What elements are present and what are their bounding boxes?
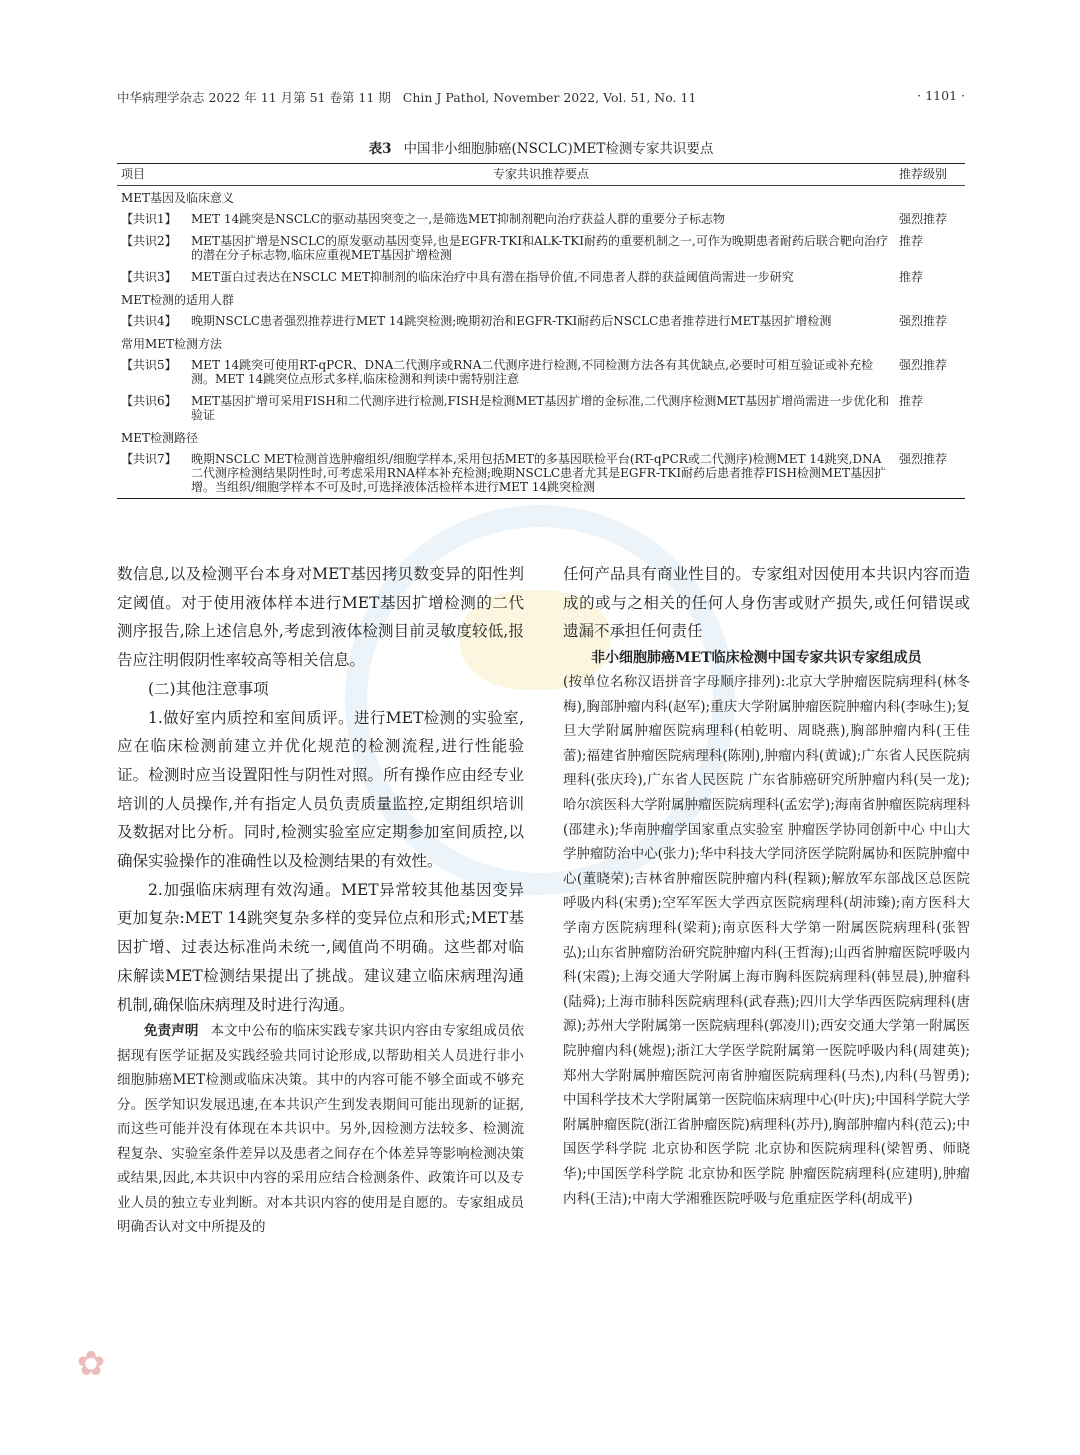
page-number: · 1101 · (917, 88, 965, 103)
row-text: 晚期NSCLC患者强烈推荐进行MET 14跳突检测;晚期初治和EGFR-TKI耐药后NSCLC患者推荐进行MET基因扩增检测 (191, 314, 832, 328)
subheading: (二)其他注意事项 (148, 679, 269, 698)
section-row (117, 332, 965, 354)
table-row (117, 208, 965, 230)
table-caption (117, 137, 965, 157)
right-column (563, 560, 970, 1211)
body-paragraph: 2.加强临床病理有效沟通。MET异常较其他基因变异更加复杂:MET 14跳突复杂多样的变异位点和形式;MET基因扩增、过表达标准尚未统一,阈值尚不明确。这些都对临床解读MET检测结果提出了挑战。建议建立临床病理沟通机制,确保临床病理及时进行沟通。 (117, 880, 524, 1014)
section-row (117, 288, 965, 310)
section-title: 常用MET检测方法 (121, 337, 223, 351)
body-paragraph: 任何产品具有商业性目的。专家组对因使用本共识内容而造成的或与之相关的任何人身伤害或财产损失,或任何错误或遗漏不承担任何责任 (563, 565, 970, 641)
section-title: MET检测路径 (121, 431, 199, 445)
row-text: MET基因扩增是NSCLC的原发驱动基因变异,也是EGFR-TKI和ALK-TKI耐药的重要机制之一,可作为晚期患者耐药后联合靶向治疗的潜在分子标志物,临床应重视MET基因扩增检测 (191, 234, 888, 262)
journal-citation (117, 88, 696, 106)
section-title: MET检测的适用人群 (121, 293, 235, 307)
table-row (117, 310, 965, 332)
left-column (117, 560, 524, 1240)
row-item: 【共识4】 (121, 314, 177, 328)
row-item: 【共识6】 (121, 394, 177, 408)
journal-name-cn: 中华病理学杂志 2022 年 11 月第 51 卷第 11 期 (117, 90, 391, 105)
members-list: (按单位名称汉语拼音字母顺序排列):北京大学肿瘤医院病理科(林冬梅),胸部肿瘤内科(赵军);重庆大学附属肿瘤医院肿瘤内科(李咏生);复旦大学附属肿瘤医院病理科(柏乾明、周晓燕),胸部肿瘤内科(王佳蕾);福建省肿瘤医院病理科(陈刚),肿瘤内科(黄诚);广东省人民医院病理科(张庆玲),广东省人民医院 广东省肺癌研究所肿瘤内科(吴一龙);哈尔滨医科大学附属肿瘤医院病理科(孟宏学);海南省肿瘤医院病理科(邵建永);华南肿瘤学国家重点实验室 肿瘤医学协同创新中心 中山大学肿瘤防治中心(张力);华中科技大学同济医学院附属协和医院肿瘤中心(董晓荣);吉林省肿瘤医院肿瘤内科(程颖);解放军东部战区总医院呼吸内科(宋勇);空军军医大学西京医院病理科(胡沛臻);南方医科大学南方医院病理科(梁莉);南京医科大学第一附属医院病理科(张智弘);山东省肿瘤防治研究院肿瘤内科(王哲海);山西省肿瘤医院呼吸内科(宋霞);上海交通大学附属上海市胸科医院病理科(韩昱晨),肿瘤科(陆舜);上海市肺科医院病理科(武春燕);四川大学华西医院病理科(唐源);苏州大学附属第一医院病理科(郭凌川);西安交通大学第一附属医院肿瘤内科(姚煜);浙江大学医学院附属第一医院呼吸内科(周建英);郑州大学附属肿瘤医院河南省肿瘤医院病理科(马杰),内科(马智勇);中国科学技术大学附属第一医院临床病理中心(叶庆);中国科学院大学附属肿瘤医院(浙江省肿瘤医院)病理科(苏丹),胸部肿瘤内科(范云);中国医学科学院 北京协和医学院 北京协和医院病理科(梁智勇、师晓华);中国医学科学院 北京协和医学院 肿瘤医院病理科(应建明),肿瘤内科(王洁);中南大学湘雅医院呼吸与危重症医学科(胡成平) (563, 674, 970, 1207)
body-paragraph: 数信息,以及检测平台本身对MET基因拷贝数变异的阳性判定阈值。对于使用液体样本进行MET基因扩增检测的二代测序报告,除上述信息外,考虑到液体检测目前灵敏度较低,报告应注明假阴性率较高等相关信息。 (117, 565, 524, 670)
row-item: 【共识1】 (121, 212, 177, 226)
row-level: 推荐 (899, 234, 924, 248)
row-level: 强烈推荐 (899, 452, 948, 466)
running-header (117, 88, 965, 106)
header-level: 推荐级别 (895, 164, 965, 186)
section-row (117, 426, 965, 448)
disclaimer-label: 免责声明 (144, 1023, 199, 1040)
consensus-table (117, 163, 965, 499)
table-row (117, 230, 965, 266)
header-item: 项目 (117, 164, 187, 186)
row-text: MET基因扩增可采用FISH和二代测序进行检测,FISH是检测MET基因扩增的金标准,二代测序检测MET基因扩增尚需进一步优化和验证 (191, 394, 890, 422)
table-row (117, 390, 965, 426)
header-points: 专家共识推荐要点 (187, 164, 895, 186)
row-item: 【共识7】 (121, 452, 177, 466)
body-paragraph: 1.做好室内质控和室间质评。进行MET检测的实验室,应在临床检测前建立并优化规范的检测流程,进行性能验证。检测时应当设置阳性与阴性对照。所有操作应由经专业培训的人员操作,并有指定人员负责质量监控,定期组织培训及数据对比分析。同时,检测实验室应定期参加室间质控,以确保实验操作的准确性以及检测结果的有效性。 (117, 708, 524, 871)
row-level: 强烈推荐 (899, 212, 948, 226)
row-item: 【共识3】 (121, 270, 177, 284)
journal-name-en: Chin J Pathol, November 2022, Vol. 51, No. 11 (402, 90, 697, 105)
row-level: 强烈推荐 (899, 314, 948, 328)
row-text: MET蛋白过表达在NSCLC MET抑制剂的临床治疗中具有潜在指导价值,不同患者人群的获益阈值尚需进一步研究 (191, 270, 794, 284)
table-title: 中国非小细胞肺癌(NSCLC)MET检测专家共识要点 (403, 141, 714, 157)
table-header-row (117, 164, 965, 186)
disclaimer (117, 1019, 524, 1240)
row-item: 【共识2】 (121, 234, 177, 248)
members-title: 非小细胞肺癌MET临床检测中国专家共识专家组成员 (591, 650, 922, 667)
section-row (117, 186, 965, 209)
row-item: 【共识5】 (121, 358, 177, 372)
row-text: MET 14跳突可使用RT-qPCR、DNA二代测序或RNA二代测序进行检测,不同检测方法各有其优缺点,必要时可相互验证或补充检测。MET 14跳突位点形式多样,临床检测和判读中需特别注意 (191, 358, 874, 386)
row-text: MET 14跳突是NSCLC的驱动基因突变之一,是筛选MET抑制剂靶向治疗获益人群的重要分子标志物 (191, 212, 726, 226)
section-title: MET基因及临床意义 (121, 191, 235, 205)
table-label: 表3 (368, 141, 392, 157)
disclaimer-text: 本文中公布的临床实践专家共识内容由专家组成员依据现有医学证据及实践经验共同讨论形成,以帮助相关人员进行非小细胞肺癌MET检测或临床决策。其中的内容可能不够全面或不够充分。医学知识发展迅速,在本共识产生到发表期间可能出现新的证据,而这些可能并没有体现在本共识中。另外,因检测方法较多、检测流程复杂、实验室条件差异以及患者之间存在个体差异等影响检测决策或结果,因此,本共识中内容的采用应结合检测条件、政策许可以及专业人员的独立专业判断。对本共识内容的使用是自愿的。专家组成员明确否认对文中所提及的 (117, 1023, 525, 1236)
row-level: 推荐 (899, 270, 924, 284)
row-level: 推荐 (899, 394, 924, 408)
table-row (117, 448, 965, 499)
table-row (117, 354, 965, 390)
publisher-flower-icon: ✿ (76, 1344, 106, 1384)
table-row (117, 266, 965, 288)
row-text: 晚期NSCLC MET检测首选肿瘤组织/细胞学样本,采用包括MET的多基因联检平台(RT-qPCR或二代测序)检测MET 14跳突,DNA二代测序检测结果阴性时,可考虑采用RNA样本补充检测;晚期NSCLC患者尤其是EGFR-TKI耐药后患者推荐FISH检测MET基因扩增。当组织/细胞学样本不可及时,可选择液体活检样本进行MET 14跳突检测 (191, 452, 886, 494)
row-level: 强烈推荐 (899, 358, 948, 372)
